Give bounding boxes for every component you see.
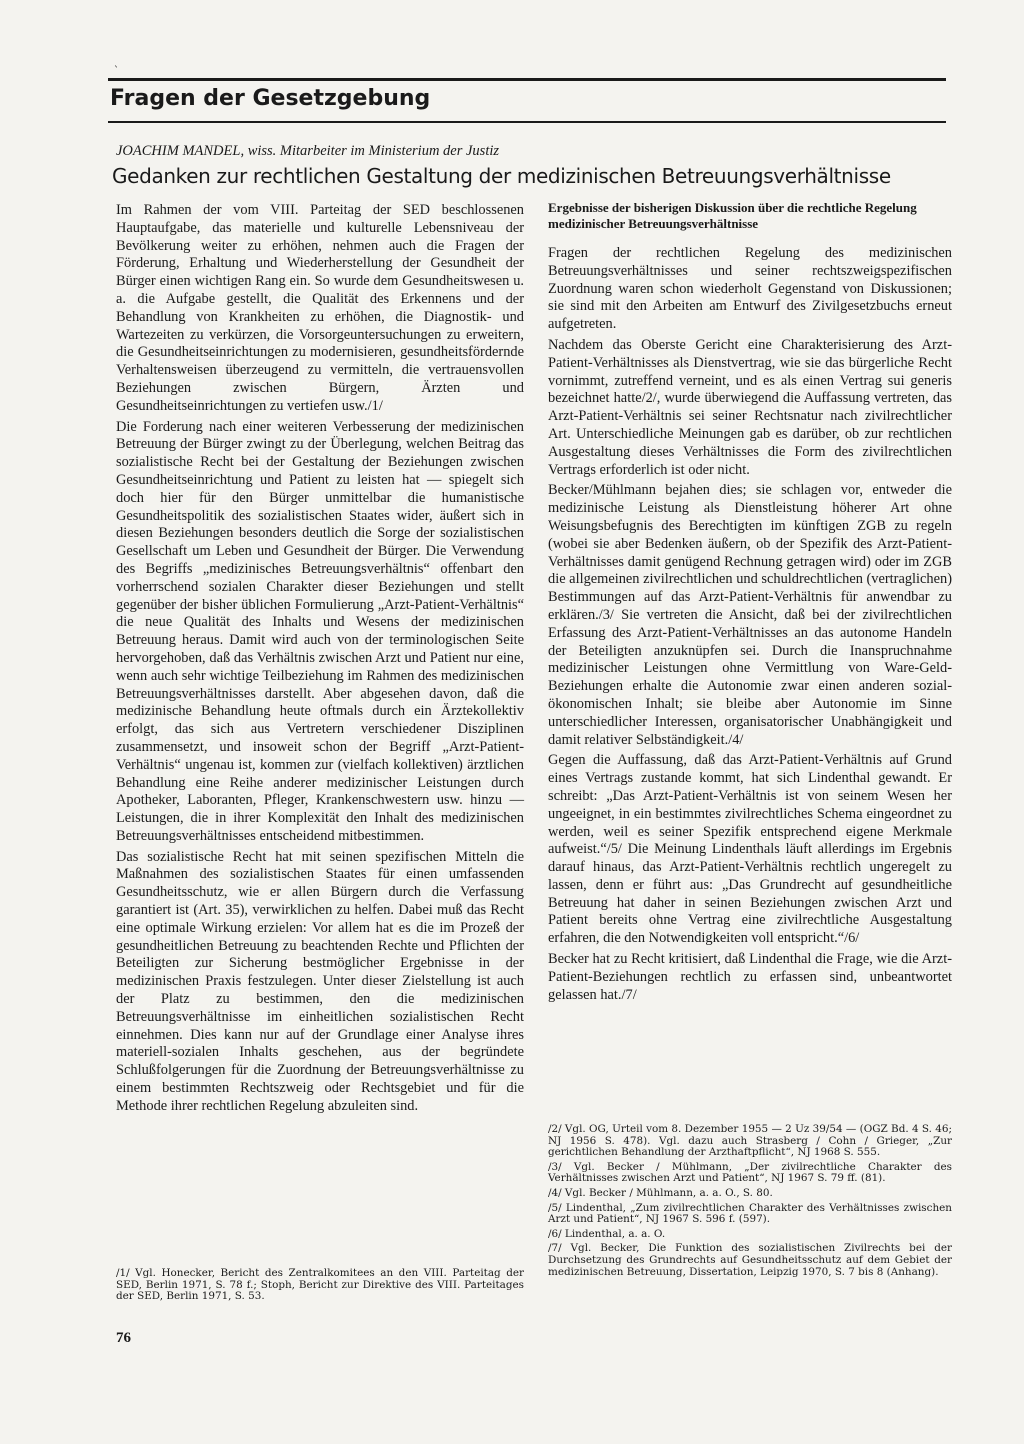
paragraph: Fragen der rechtlichen Regelung des medizinischen Betreuungsverhältnisses und seiner rechtszweigspezifischen Zuordnung waren schon wiederholt Gegenstand von Diskussionen; sie sind mit den Arbeiten am Entwurf des Zivilgesetzbuchs erneut aufgetreten. bbox=[548, 245, 952, 333]
section-rule bbox=[108, 121, 946, 123]
footnote: /5/ Lindenthal, „Zum zivilrechtlichen Charakter des Verhältnisses zwischen Arzt und Patient“, NJ 1967 S. 596 f. (597). bbox=[548, 1201, 952, 1226]
footnote: /4/ Vgl. Becker / Mühlmann, a. a. O., S. 80. bbox=[548, 1186, 773, 1199]
paragraph: Becker hat zu Recht kritisiert, daß Lindenthal die Frage, wie die Arzt-Patient-Beziehungen rechtlich zu erfassen sind, unbeantwortet gelassen hat./7/ bbox=[548, 951, 952, 1003]
footnote: /3/ Vgl. Becker / Mühlmann, „Der zivilrechtliche Charakter des Verhältnisses zwischen Arzt und Patient“, NJ 1967 S. 79 ff. (81). bbox=[548, 1160, 952, 1185]
paragraph: Nachdem das Oberste Gericht eine Charakterisierung des Arzt-Patient-Verhältnisses als Dienstvertrag, wie sie das bürgerliche Recht vornimmt, zutreffend verneint, und es als einen Vertrag sui generis bezeichnet hatte/2/, wurde überwiegend die Auffassung vertreten, das Arzt-Patient-Verhältnis sei seiner Rechtsnatur nach zivilrechtlicher Art. Unterschiedliche Meinungen gab es darüber, ob zur rechtlichen Ausgestaltung dieses Verhältnisses die Form des zivilrechtlichen Vertrags erforderlich ist oder nicht. bbox=[548, 336, 952, 478]
footnote: /2/ Vgl. OG, Urteil vom 8. Dezember 1955 — 2 Uz 39/54 — (OGZ Bd. 4 S. 46; NJ 1956 S. 478). Vgl. dazu auch Strasberg / Cohn / Grieger, „Zur gerichtlichen Behandlung der Arzthaftpflicht“, NJ 1968 S. 555. bbox=[548, 1123, 952, 1159]
paragraph: Die Forderung nach einer weiteren Verbesserung der medizinischen Betreuung der Bürger zwingt zu der Überlegung, welchen Beitrag das sozialistische Recht bei der Gestaltung der Beziehungen zwischen Gesundheitseinrichtung und Patient zu leisten hat — spiegelt sich doch hier für den Bürger unmittelbar die humanistische Gesundheitspolitik des sozialistischen Staates wider, äußert sich in diesen Beziehungen besonders deutlich die Sorge der sozialistischen Gesellschaft um Leben und Gesundheit der Bürger. Die Verwendung des Begriffs „medizinisches Betreuungsverhältnis“ offenbart den vorherrschend sozialen Charakter dieser Beziehungen und stellt gegenüber der bisher üblichen Formulierung „Arzt-Patient-Verhältnis“ die neue Qualität des Inhalts und Wesens der medizinischen Betreuung heraus. Damit wird auch von der terminologischen Seite hervorgehoben, daß das Verhältnis zwischen Arzt und Patient nur eine, wenn auch sehr wichtige Teilbeziehung im Rahmen des medizinischen Betreuungsverhältnisses darstellt. Aber abgesehen davon, daß die medizinische Behandlung heute oftmals durch ein Ärztekollektiv erfolgt, das sich aus Vertretern verschiedener Disziplinen zusammensetzt, und insoweit schon der Begriff „Arzt-Patient-Verhältnis“ ungenau ist, kommen zur (vielfach kollektiven) ärztlichen Behandlung eine Reihe anderer medizinischer Leistungen durch Apotheker, Laboranten, Pfleger, Krankenschwestern usw. hinzu — Leistungen, die in ihrer Komplexität den Inhalt des medizinischen Betreuungsverhältnisses entscheidend mitbestimmen. bbox=[116, 418, 524, 844]
paragraph: Das sozialistische Recht hat mit seinen spezifischen Mitteln die Maßnahmen des sozialistischen Staates für einen umfassenden Gesundheitsschutz, wie er allen Bürgern durch die Verfassung garantiert ist (Art. 35), verwirklichen zu helfen. Dabei muß das Recht eine optimale Wirkung erzielen: Vor allem hat es die im Prozeß der gesundheitlichen Betreuung zu beachtenden Rechte und Pflichten der Beteiligten zur Sicherung bestmöglicher Ergebnisse in der medizinischen Praxis festzulegen. Unter dieser Zielstellung ist auch der Platz zu bestimmen, den die medizinischen Betreuungsverhältnisse im einheitlichen sozialistischen Recht einnehmen. Dies kann nur auf der Grundlage einer Analyse ihres materiell-sozialen Inhalts geschehen, aus der begründete Schlußfolgerungen für die Zuordnung der Betreuungsverhältnisse zu einem bestimmten Rechtszweig oder Rechtsgebiet und für die Methode ihrer rechtlichen Regelung abzuleiten sind. bbox=[116, 848, 524, 1114]
paragraph: Becker/Mühlmann bejahen dies; sie schlagen vor, entweder die medizinische Leistung als Dienstleistung höherer Art ohne Weisungsbefugnis des Berechtigten im künftigen ZGB zu regeln (wobei sie aber Bedenken äußern, ob der Spezifik des Arzt-Patient-Verhältnisses damit genügend Rechnung getragen wird) oder im ZGB die allgemeinen zivilrechtlichen und schuldrechtlichen (vertraglichen) Bestimmungen auf das Arzt-Patient-Verhältnis für anwendbar zu erklären./3/ Sie vertreten die Ansicht, daß bei der zivilrechtlichen Erfassung des Arzt-Patient-Verhältnisses an das autonome Handeln der Beteiligten anzuknüpfen sei. Durch die Inanspruchnahme medizinischer Leistungen ohne Vermittlung von Ware-Geld-Beziehungen erhalte die Autonomie zwar einen anderen sozial-ökonomischen Inhalt; sie bleibe aber Autonomie im Sinne unterschiedlicher Interessen, organisatorischer Unabhängigkeit und damit relativer Selbständigkeit./4/ bbox=[548, 482, 952, 748]
paragraph: Gegen die Auffassung, daß das Arzt-Patient-Verhältnis auf Grund eines Vertrags zustande kommt, hat sich Lindenthal gewandt. Er schreibt: „Das Arzt-Patient-Verhältnis ist von seinem Wesen her ungeeignet, in ein bestimmtes zivilrechtliches Schema eingeordnet zu werden, weil es seiner Spezifik entsprechend eigene Merkmale aufweist.“/5/ Die Meinung Lindenthals läuft allerdings im Ergebnis darauf hinaus, das Arzt-Patient-Verhältnis rechtlich ungeregelt zu lassen, denn er führt aus: „Das Grundrecht auf gesundheitliche Betreuung hat daher in seinen Beziehungen zwischen Arzt und Patient bereits ohne Vertrag eine zivilrechtliche Ausgestaltung erfahren, die den Notwendigkeiten voll entspricht.“/6/ bbox=[548, 752, 952, 947]
footnote: /7/ Vgl. Becker, Die Funktion des sozialistischen Zivilrechts bei der Durchsetzung des Grundrechts auf Gesundheitsschutz auf dem Gebiet der medizinischen Betreuung, Dissertation, Leipzig 1970, S. 7 bis 8 (Anhang). bbox=[548, 1242, 952, 1278]
footnote: /6/ Lindenthal, a. a. O. bbox=[548, 1227, 666, 1240]
footnotes-left bbox=[116, 1268, 524, 1306]
section-title: Fragen der Gesetzgebung bbox=[110, 86, 431, 111]
scan-mark: ` bbox=[114, 66, 119, 77]
article-title: Gedanken zur rechtlichen Gestaltung der medizinischen Betreuungsverhältnisse bbox=[112, 164, 891, 188]
footnote: /1/ Vgl. Honecker, Bericht des Zentralkomitees an den VIII. Parteitag der SED, Berlin 1971, S. 78 f.; Stoph, Bericht zur Direktive des VIII. Parteitages der SED, Berlin 1971, S. 53. bbox=[116, 1267, 524, 1303]
top-rule bbox=[108, 78, 946, 81]
page-number: 76 bbox=[116, 1330, 131, 1346]
right-column bbox=[548, 200, 952, 1007]
footnotes-right bbox=[548, 1124, 952, 1281]
left-column bbox=[116, 202, 524, 1119]
subheading: Ergebnisse der bisherigen Diskussion über die rechtliche Regelung medizinischer Betreuungsverhältnisse bbox=[548, 200, 917, 231]
author-line: JOACHIM MANDEL, wiss. Mitarbeiter im Ministerium der Justiz bbox=[116, 143, 500, 159]
paragraph: Im Rahmen der vom VIII. Parteitag der SED beschlossenen Hauptaufgabe, das materielle und kulturelle Lebensniveau der Bevölkerung weiter zu erhöhen, nehmen auch die Fragen der Förderung, Erhaltung und Wiederherstellung der Gesundheit der Bürger einen wichtigen Rang ein. So wurde dem Gesundheitswesen u. a. die Aufgabe gestellt, die Qualität des Erkennens und der Behandlung von Krankheiten zu erhöhen, die Diagnostik- und Wartezeiten zu verkürzen, die Vorsorgeuntersuchungen zu erweitern, die Gesundheitseinrichtungen zu modernisieren, gesundheitsfördernde Verhaltensweisen überzeugend zu vermitteln, die vertrauensvollen Beziehungen zwischen Bürgern, Ärzten und Gesundheitseinrichtungen zu vertiefen usw./1/ bbox=[116, 202, 524, 414]
